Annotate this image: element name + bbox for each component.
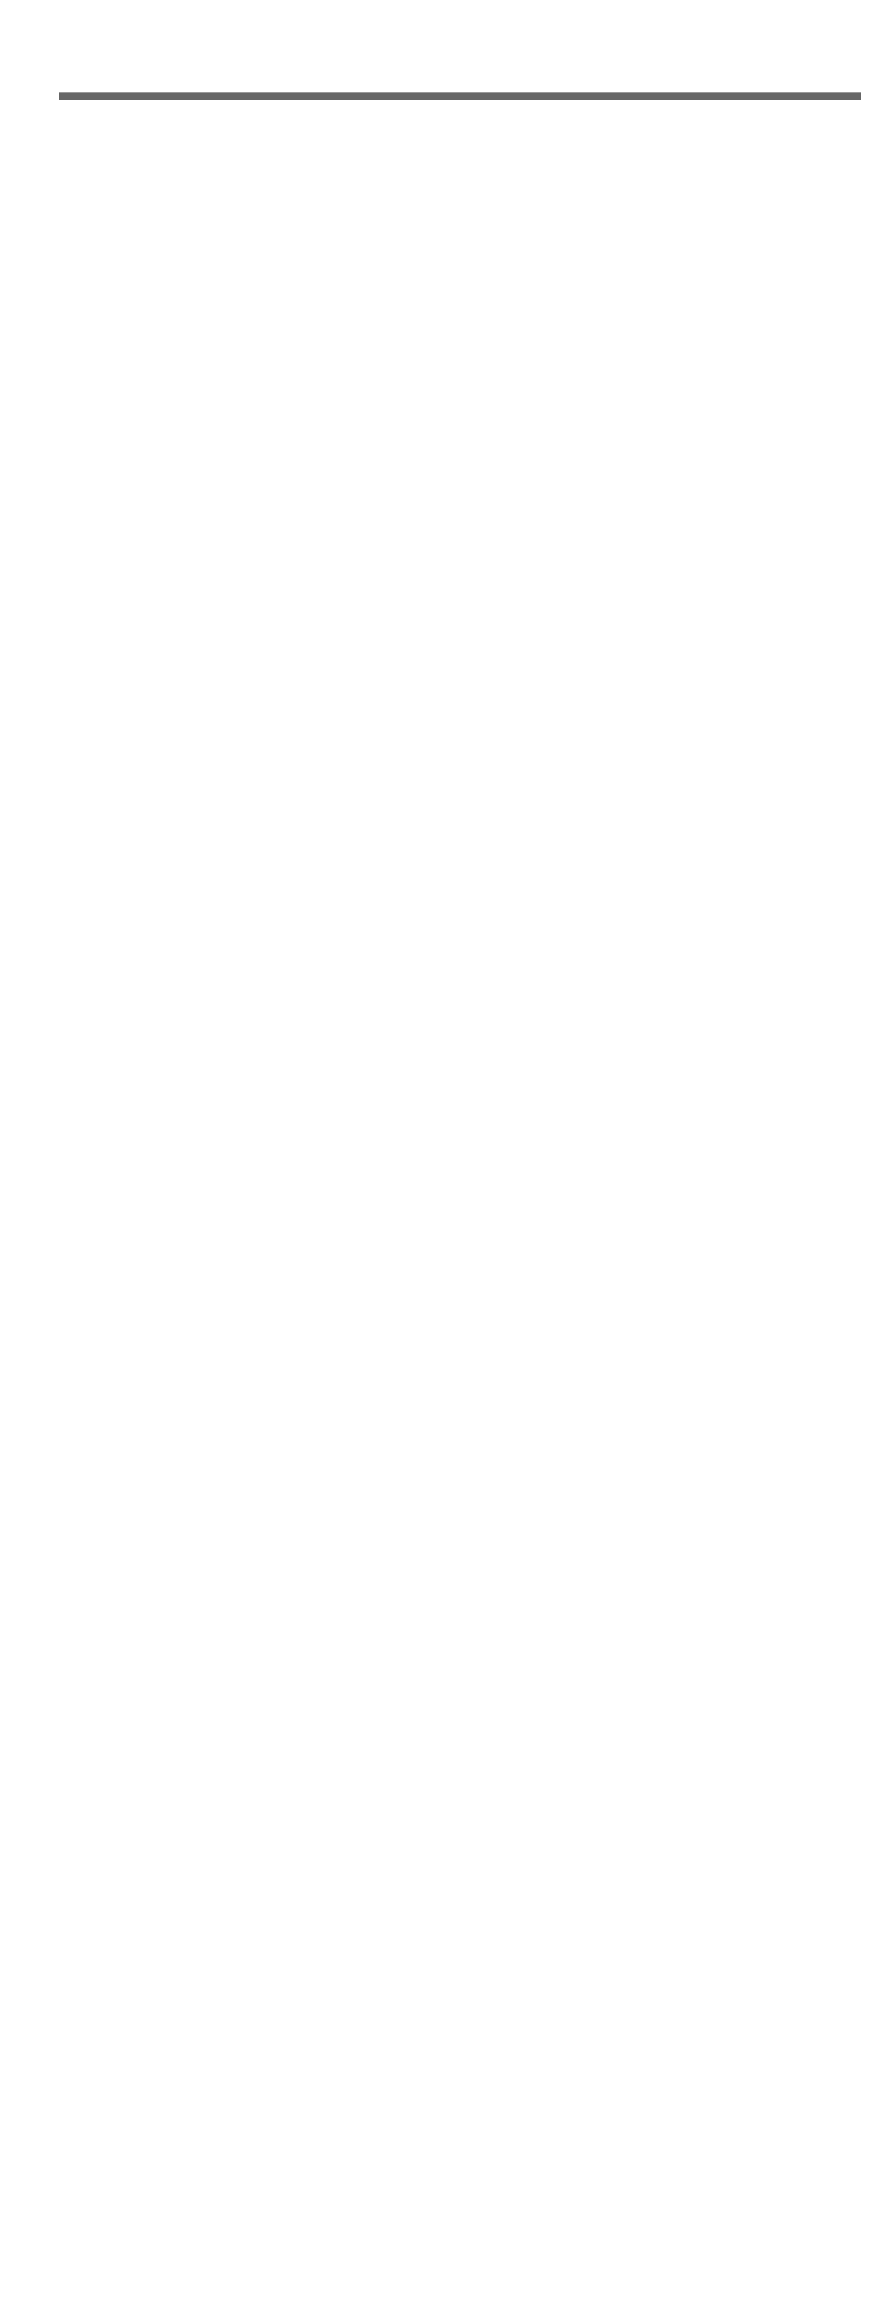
cyto-band[interactable] — [59, 92, 861, 100]
